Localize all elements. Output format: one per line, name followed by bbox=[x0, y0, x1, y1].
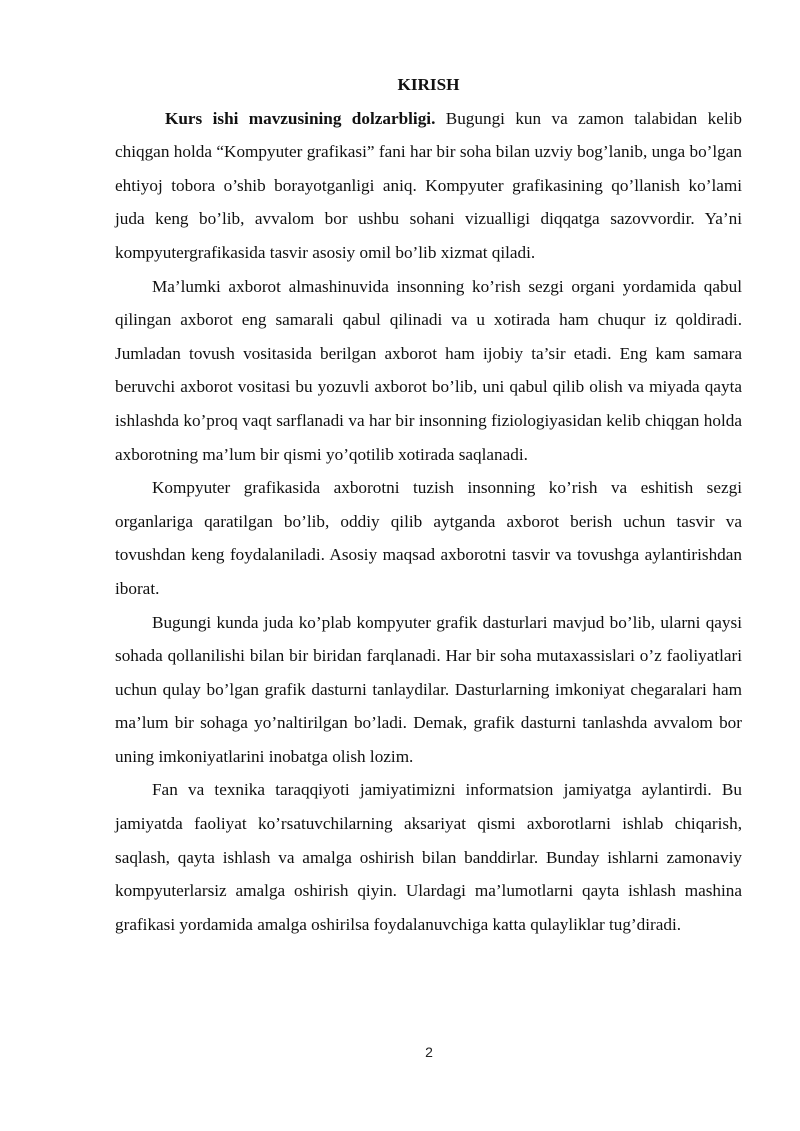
paragraph-2: Ma’lumki axborot almashinuvida insonning ko’rish sezgi organi yordamida qabul qilingan axborot eng samarali qabul qilinadi va u xotirada ham chuqur iz qoldiradi. Jumladan tovush vositasida berilgan axborot ham ijobiy ta’sir etadi. Eng kam samara beruvchi axborot vositasi bu yozuvli axborot bo’lib, uni qabul qilib olish va miyada qayta ishlashda ko’proq vaqt sarflanadi va har bir insonning fiziologiyasidan kelib chiqgan holda axborotning ma’lum bir qismi yo’qotilib xotirada saqlanadi. bbox=[115, 276, 742, 464]
paragraph-4: Bugungi kunda juda ko’plab kompyuter grafik dasturlari mavjud bo’lib, ularni qaysi sohada qollanilishi bilan bir biridan farqlanadi. Har bir soha mutaxassislari o’z faoliyatlari uchun qulay bo’lgan grafik dasturni tanlaydilar. Dasturlarning imkoniyat chegaralari ham ma’lum bir sohaga yo’naltirilgan bo’ladi. Demak, grafik dasturni tanlashda avvalom bor uning imkoniyatlarini inobatga olish lozim. bbox=[115, 612, 742, 766]
page-number: 2 bbox=[425, 1044, 433, 1060]
paragraph-1 bbox=[115, 102, 742, 270]
paragraph-5: Fan va texnika taraqqiyoti jamiyatimizni informatsion jamiyatga aylantirdi. Bu jamiyatda faoliyat ko’rsatuvchilarning aksariyat qismi axborotlarni ishlab chiqarish, saqlash, qayta ishlash va amalga oshirish bilan banddirlar. Bunday ishlarni zamonaviy kompyuterlarsiz amalga oshirish qiyin. Ulardagi ma’lumotlarni qayta ishlash mashina grafikasi yordamida amalga oshirilsa foydalanuvchiga katta qulayliklar tug’diradi. bbox=[115, 780, 742, 934]
document-page bbox=[115, 68, 742, 941]
section-title: KIRISH bbox=[397, 75, 460, 94]
paragraph-3: Kompyuter grafikasida axborotni tuzish insonning ko’rish va eshitish sezgi organlariga qaratilgan bo’lib, oddiy qilib aytganda axborot berish uchun tasvir va tovushdan keng foydalaniladi. Asosiy maqsad axborotni tasvir va tovushga aylantirishdan iborat. bbox=[115, 478, 742, 598]
paragraph-text: Bugungi kun va zamon talabidan kelib chiqgan holda “Kompyuter grafikasi” fani har bir soha bilan uzviy bog’lanib, unga bo’lgan ehtiyoj tobora o’shib borayotganligi aniq. Kompyuter grafikasining qo’llanish ko’lami juda keng bo’lib, avvalom bor ushbu sohani vizualligi diqqatga sazovvordir. Ya’ni kompyutergrafikasida tasvir asosiy omil bo’lib xizmat qiladi. bbox=[115, 108, 742, 262]
paragraph-lead: Kurs ishi mavzusining dolzarbligi. bbox=[165, 108, 436, 128]
